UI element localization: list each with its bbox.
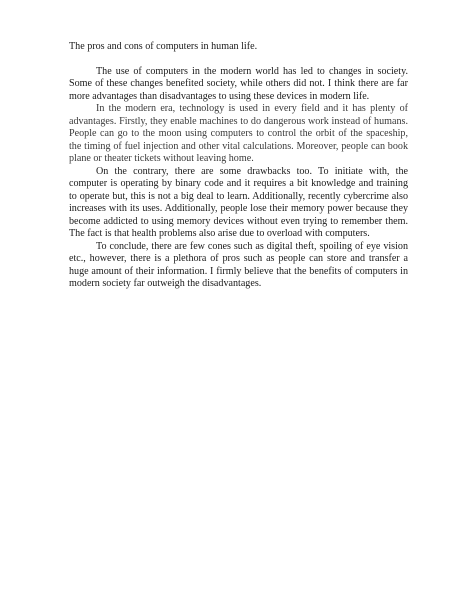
paragraph-advantages: In the modern era, technology is used in every field and it has plenty of advantages. Firstly, they enable machines to do dangerous work instead of humans. People can go to the moon using computers to control the orbit of the spaceship, the timing of fuel injection and other vital calculations. Moreover, people can book plane or theater tickets without leaving home. bbox=[69, 103, 408, 164]
paragraph-introduction: The use of computers in the modern world has led to changes in society. Some of these changes benefited society, while others did not. I think there are far more advantages than disadvantages to using these devices in modern life. bbox=[69, 65, 408, 102]
essay-body bbox=[69, 41, 408, 291]
essay-title: The pros and cons of computers in human life. bbox=[69, 41, 258, 52]
paragraph-conclusion: To conclude, there are few cones such as digital theft, spoiling of eye vision etc., however, there is a plethora of pros such as people can store and transfer a huge amount of their information. I firmly believe that the benefits of computers in modern society far outweigh the disadvantages. bbox=[69, 240, 408, 289]
paragraph-drawbacks: On the contrary, there are some drawbacks too. To initiate with, the computer is operating by binary code and it requires a bit knowledge and training to operate but, this is not a big deal to learn. Additionally, recently cybercrime also increases with its uses. Additionally, people lose their memory power because they become addicted to using memory devices without even trying to remember them. The fact is that health problems also arise due to overload with computers. bbox=[69, 165, 408, 239]
